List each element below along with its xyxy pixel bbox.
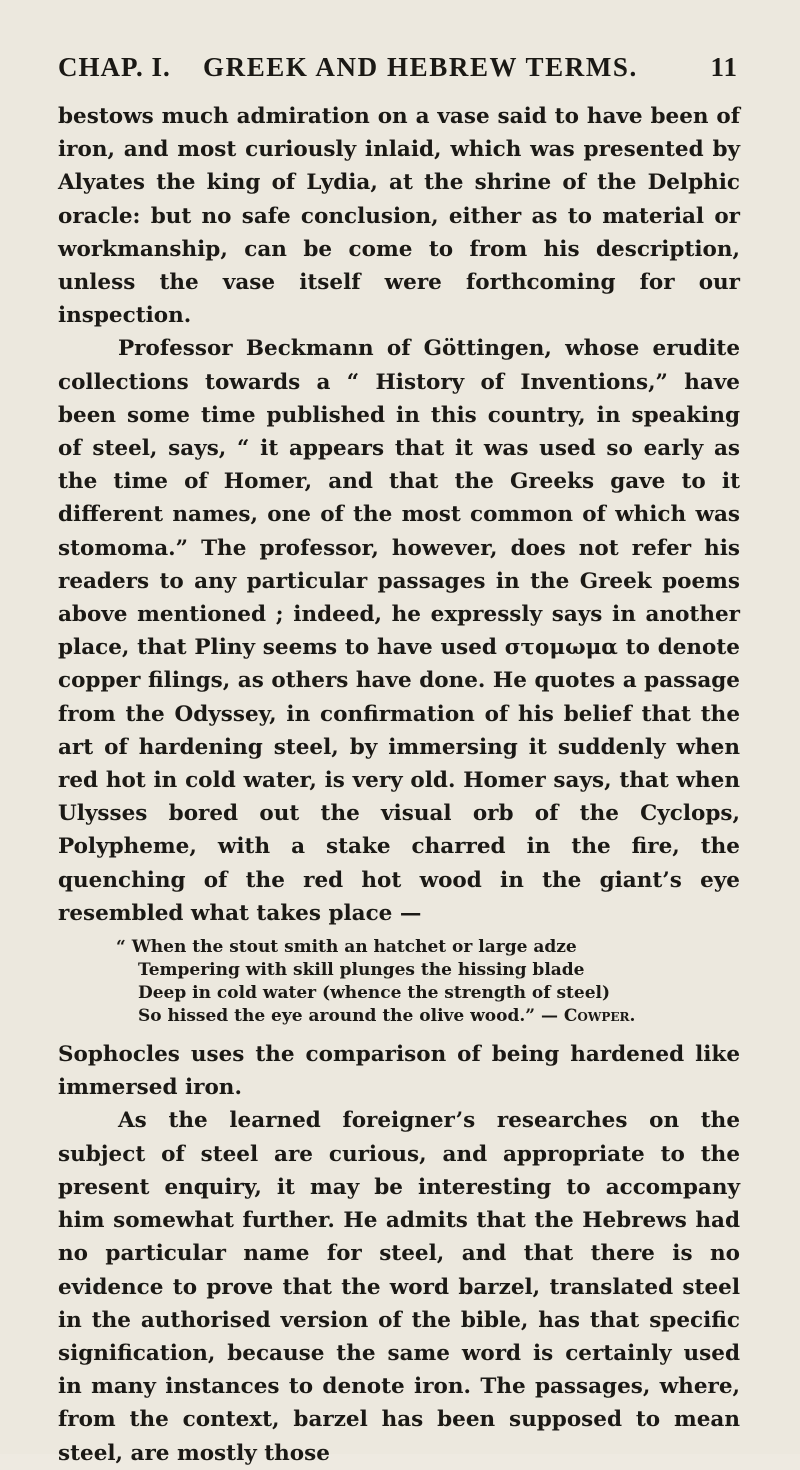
paragraph-sophocles: Sophocles uses the comparison of being hardened like immersed iron.: [58, 1042, 740, 1101]
running-title: GREEK AND HEBREW TERMS.: [203, 52, 638, 82]
body-text: [58, 100, 740, 1470]
paragraph-beckmann: Professor Beckmann of Göttingen, whose erudite collections towards a “ History of Inventions,” have been some time published in this country, in speaking of steel, says, “ it appears that it was used so early as the time of Homer, and that the Greeks gave to it different names, one of the most common of which was stomoma.” The professor, however, does not refer his readers to any particular passages in the Greek poems above mentioned ; indeed, he expressly says in another place, that Pliny seems to have used στομωμα to denote copper filings, as others have done. He quotes a passage from the Odyssey, in confirmation of his belief that the art of hardening steel, by immersing it suddenly when red hot in cold water, is very old. Homer says, that when Ulysses bored out the visual orb of the Cyclops, Polypheme, with a stake charred in the fire, the quenching of the red hot wood in the giant’s eye resembled what takes place —: [58, 336, 740, 926]
paragraph-vase: bestows much admiration on a vase said to have been of iron, and most curiously inlaid, which was presented by Alyates the king of Lydia, at the shrine of the Delphic oracle: but no safe conclusion, either as to material or workmanship, can be come to from his description, unless the vase itself were forthcoming for our inspection.: [58, 104, 740, 329]
verse-line: So hissed the eye around the olive wood.” —: [138, 1006, 558, 1027]
verse-line: “ When the stout smith an hatchet or large adze: [116, 937, 577, 958]
verse-quotation: [116, 936, 740, 1028]
verse-line-final: [116, 1005, 740, 1028]
page-number: 11: [710, 52, 738, 82]
verse-line: Tempering with skill plunges the hissing blade: [138, 960, 585, 981]
verse-line: Deep in cold water (whence the strength of steel): [138, 983, 611, 1004]
paragraph-hebrew: As the learned foreigner’s researches on the subject of steel are curious, and appropriate to the present enquiry, it may be interesting to accompany him somewhat further. He admits that the Hebrews had no particular name for steel, and that there is no evidence to prove that the word barzel, translated steel in the authorised version of the bible, has that specific signification, because the same word is certainly used in many instances to denote iron. The passages, where, from the context, barzel has been supposed to mean steel, are mostly those: [58, 1108, 740, 1466]
chapter-label: CHAP. I.: [58, 52, 171, 82]
quote-attribution: Cowper.: [563, 1006, 636, 1027]
running-head: [58, 52, 738, 86]
